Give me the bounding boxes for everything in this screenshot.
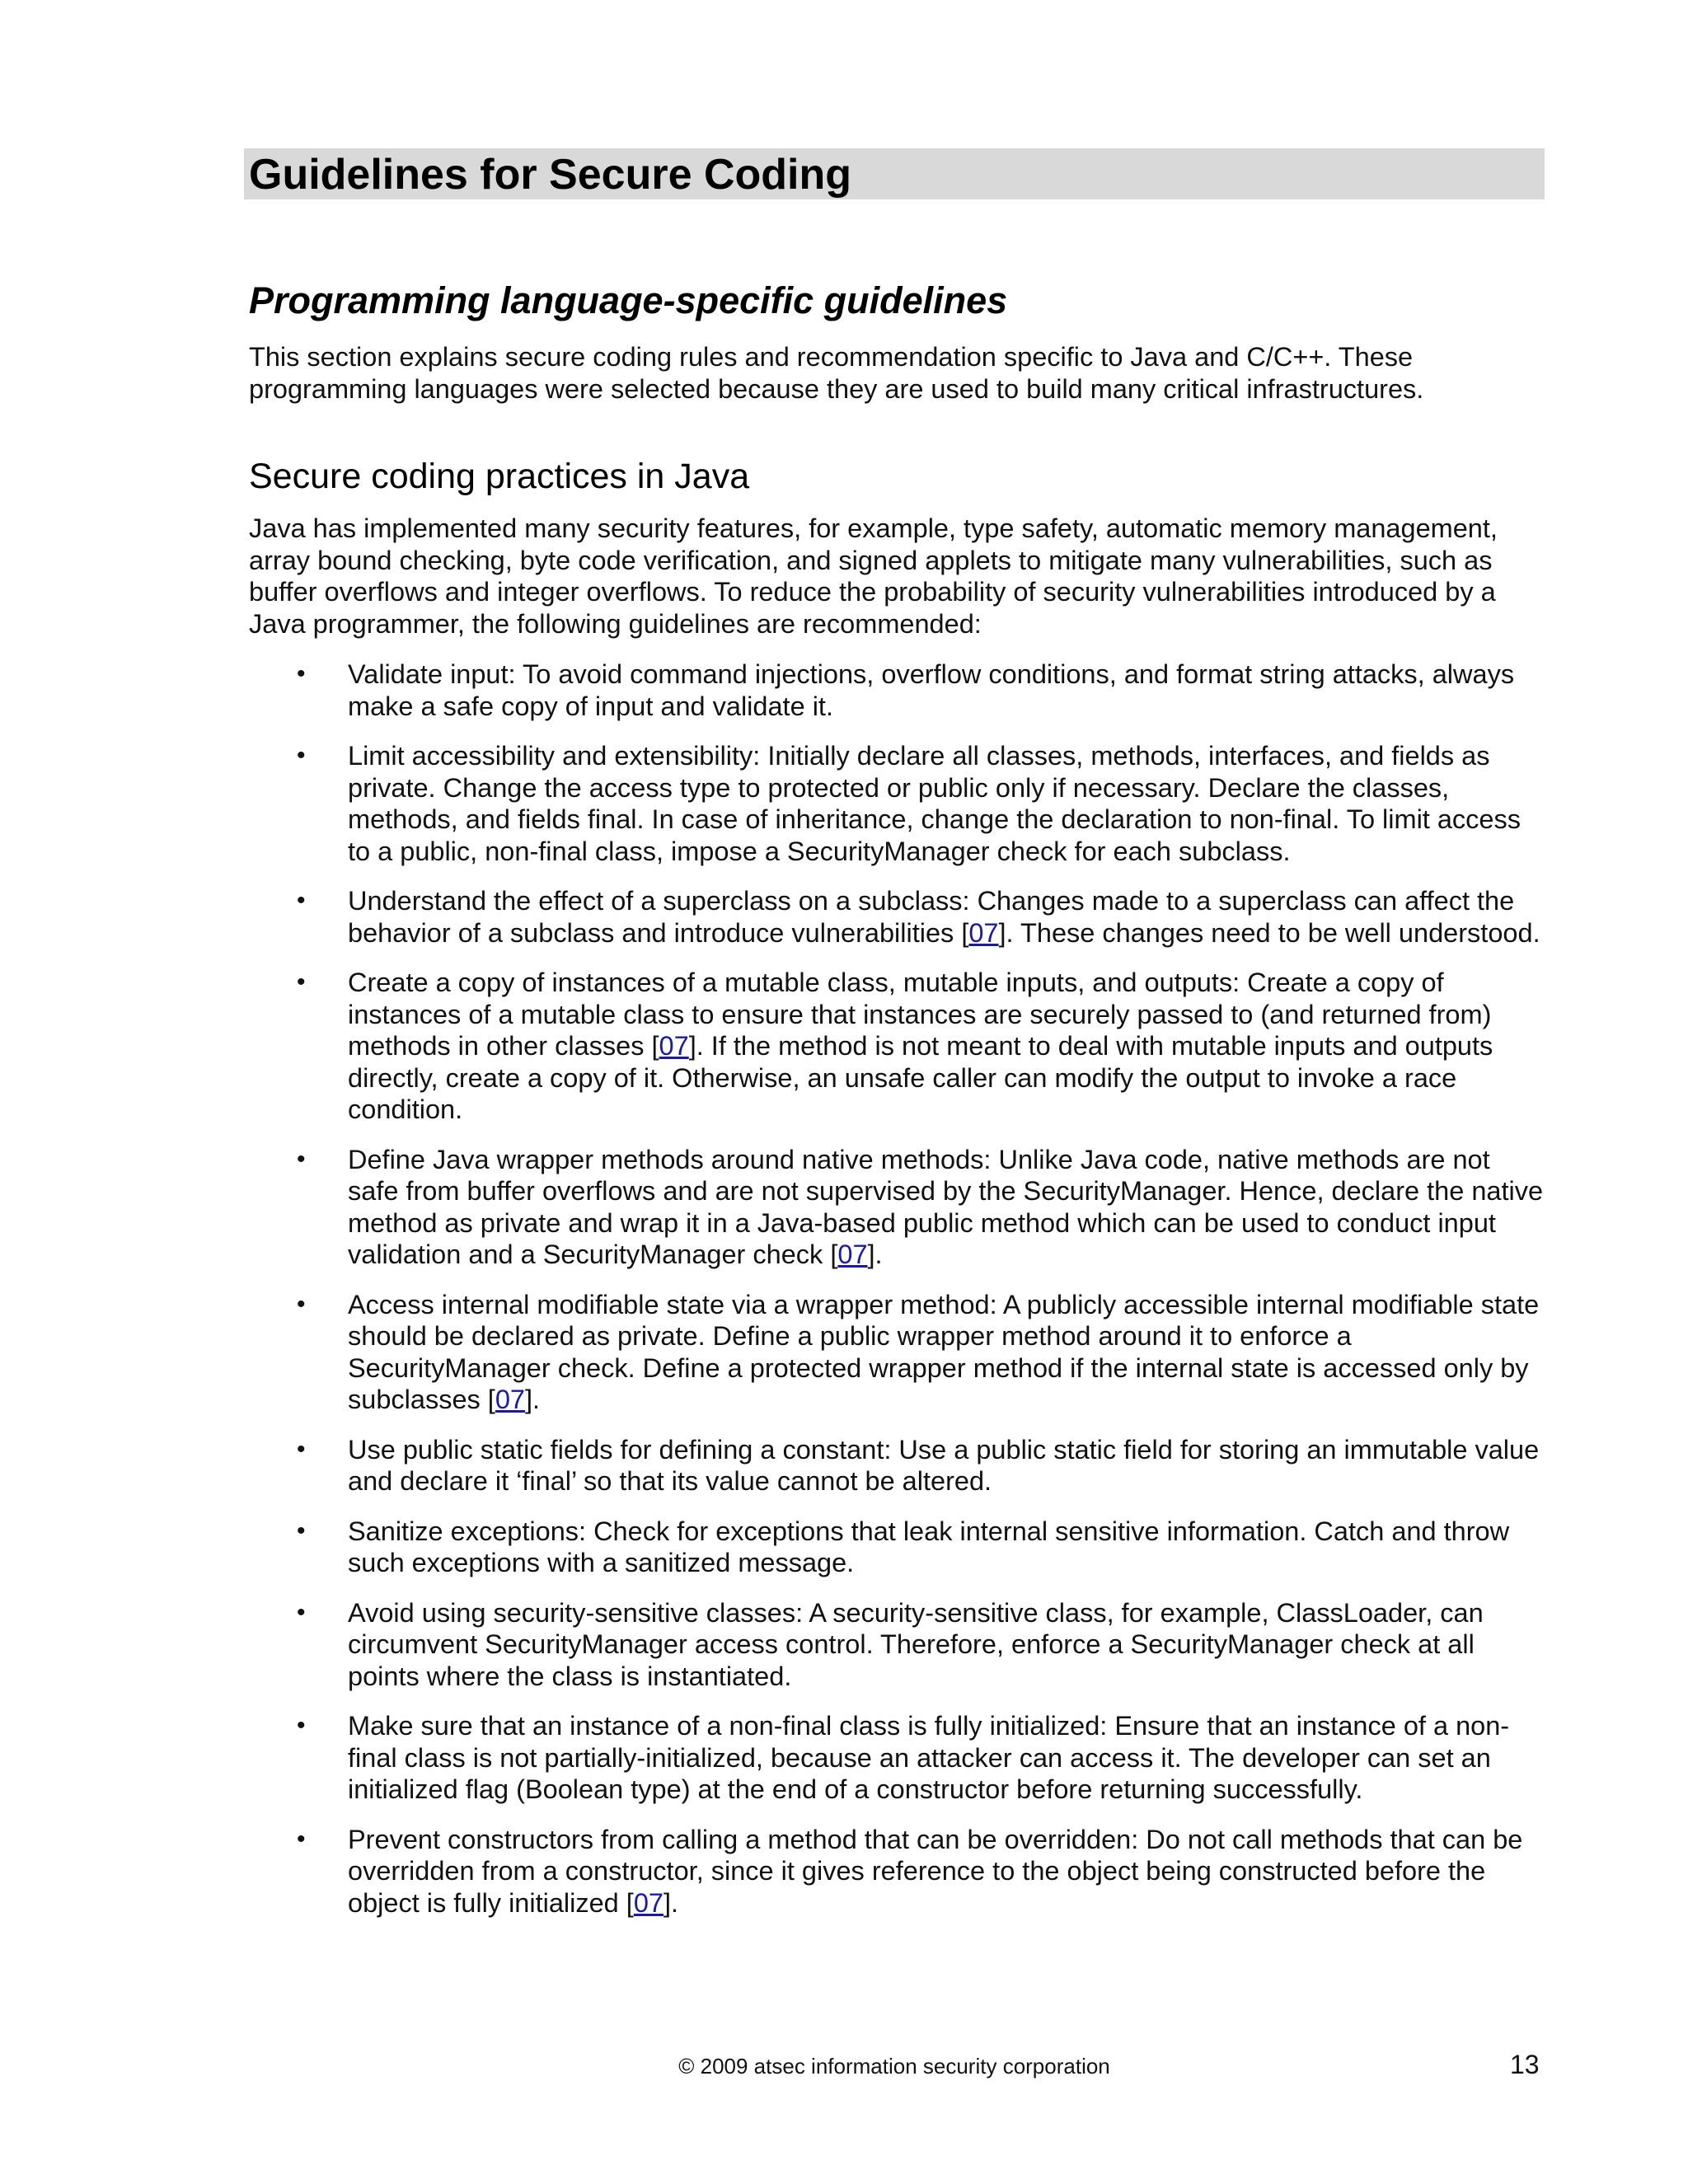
guideline-text-end: ]. If the method is not meant to deal with mutable inputs and outputs directly, create a copy of it. Otherwise, an unsafe caller can modify the output to invoke a race condition. xyxy=(348,1031,1493,1124)
guideline-text: Avoid using security-sensitive classes: A security-sensitive class, for example, ClassLoader, can circumvent SecurityManager access control. Therefore, enforce a SecurityManager check at all points where the class is instantiated. xyxy=(348,1597,1484,1691)
guideline-text: Prevent constructors from calling a method that can be overridden: Do not call methods that can be overridden from a constructor, since it gives reference to the object being constructed before the object is fully initialized [ xyxy=(348,1824,1523,1918)
bullet-icon: • xyxy=(297,1145,306,1173)
guideline-item xyxy=(249,885,1545,949)
reference-link[interactable]: 07 xyxy=(633,1887,663,1918)
subsection-intro: Java has implemented many security features, for example, type safety, automatic memory management, array bound checking, byte code verification, and signed applets to mitigate many vulnerabilities, such as buffer overflows and integer overflows. To reduce the probability of security vulnerabilities introduced by a Java programmer, the following guidelines are recommended: xyxy=(249,513,1498,639)
guideline-text: Use public static fields for defining a constant: Use a public static field for storing an immutable value and declare it ‘final’ so that its value cannot be altered. xyxy=(348,1434,1540,1496)
bullet-icon: • xyxy=(297,887,306,914)
guideline-text-end: ]. xyxy=(867,1240,883,1269)
guideline-item xyxy=(249,658,1545,722)
guideline-item xyxy=(249,967,1545,1126)
guideline-item xyxy=(249,1824,1545,1919)
guideline-text: Define Java wrapper methods around native methods: Unlike Java code, native methods are not safe from buffer overflows and are not supervised by the SecurityManager. Hence, declare the native method as private and wrap it in a Java-based public method which can be used to conduct input validation and a SecurityManager check [ xyxy=(348,1144,1544,1269)
reference-link[interactable]: 07 xyxy=(495,1385,525,1414)
footer-copyright: © 2009 atsec information security corporation xyxy=(678,2054,1110,2079)
guideline-item xyxy=(249,1434,1545,1497)
bullet-icon: • xyxy=(297,742,306,769)
guideline-text-end: ]. xyxy=(525,1385,541,1414)
subsection-title: Secure coding practices in Java xyxy=(249,457,750,496)
guideline-text: Access internal modifiable state via a wrapper method: A publicly accessible internal modifiable state should be declared as private. Define a public wrapper method around it to enforce a SecurityManager check. Define a protected wrapper method if the internal state is accessed only by subclasses [ xyxy=(348,1289,1540,1414)
reference-link[interactable]: 07 xyxy=(837,1240,868,1269)
bullet-icon: • xyxy=(297,1516,306,1544)
section-intro: This section explains secure coding rules and recommendation specific to Java and C/C++. These programming languages were selected because they are used to build many critical infrastructures. xyxy=(249,342,1424,404)
bullet-icon: • xyxy=(297,660,306,687)
bullet-icon: • xyxy=(297,1435,306,1463)
guideline-item xyxy=(249,1710,1545,1806)
reference-link[interactable]: 07 xyxy=(659,1031,689,1061)
bullet-icon: • xyxy=(297,968,306,996)
guideline-item xyxy=(249,1289,1545,1416)
page-number: 13 xyxy=(1510,2050,1540,2079)
reference-link[interactable]: 07 xyxy=(968,917,999,948)
chapter-title: Guidelines for Secure Coding xyxy=(249,151,851,199)
guideline-item xyxy=(249,1597,1545,1693)
guideline-item xyxy=(249,1144,1545,1271)
guideline-text: Create a copy of instances of a mutable class, mutable inputs, and outputs: Create a copy of instances of a mutable class to ensure that instances are securely passed to (and returned from) methods in other classes [ xyxy=(348,968,1492,1061)
section-title: Programming language-specific guidelines xyxy=(249,279,1008,321)
guideline-text: Understand the effect of a superclass on a subclass: Changes made to a superclass can affect the behavior of a subclass and introduce vulnerabilities [ xyxy=(348,886,1515,948)
bullet-icon: • xyxy=(297,1825,306,1853)
bullet-icon: • xyxy=(297,1712,306,1739)
guideline-text: Sanitize exceptions: Check for exceptions that leak internal sensitive information. Catch and throw such exceptions with a sanitized message. xyxy=(348,1516,1510,1577)
guideline-item xyxy=(249,740,1545,867)
guideline-text: Limit accessibility and extensibility: Initially declare all classes, methods, interfaces, and fields as private. Change the access type to protected or public only if necessary. Declare the classes, methods, and fields final. In case of inheritance, change the declaration to non-final. To limit access to a public, non-final class, impose a SecurityManager check for each subclass. xyxy=(348,741,1522,866)
guideline-text: Validate input: To avoid command injections, overflow conditions, and format string attacks, always make a safe copy of input and validate it. xyxy=(348,659,1515,721)
bullet-icon: • xyxy=(297,1598,306,1626)
guideline-text-end: ]. These changes need to be well understood. xyxy=(998,917,1540,948)
guidelines-list xyxy=(249,658,1545,1937)
guideline-text: Make sure that an instance of a non-final class is fully initialized: Ensure that an instance of a non-final class is not partially-initialized, because an attacker can access it. The developer can set an initialized flag (Boolean type) at the end of a constructor before returning successfully. xyxy=(348,1711,1510,1804)
guideline-item xyxy=(249,1516,1545,1579)
guideline-text-end: ]. xyxy=(663,1887,679,1918)
bullet-icon: • xyxy=(297,1290,306,1318)
